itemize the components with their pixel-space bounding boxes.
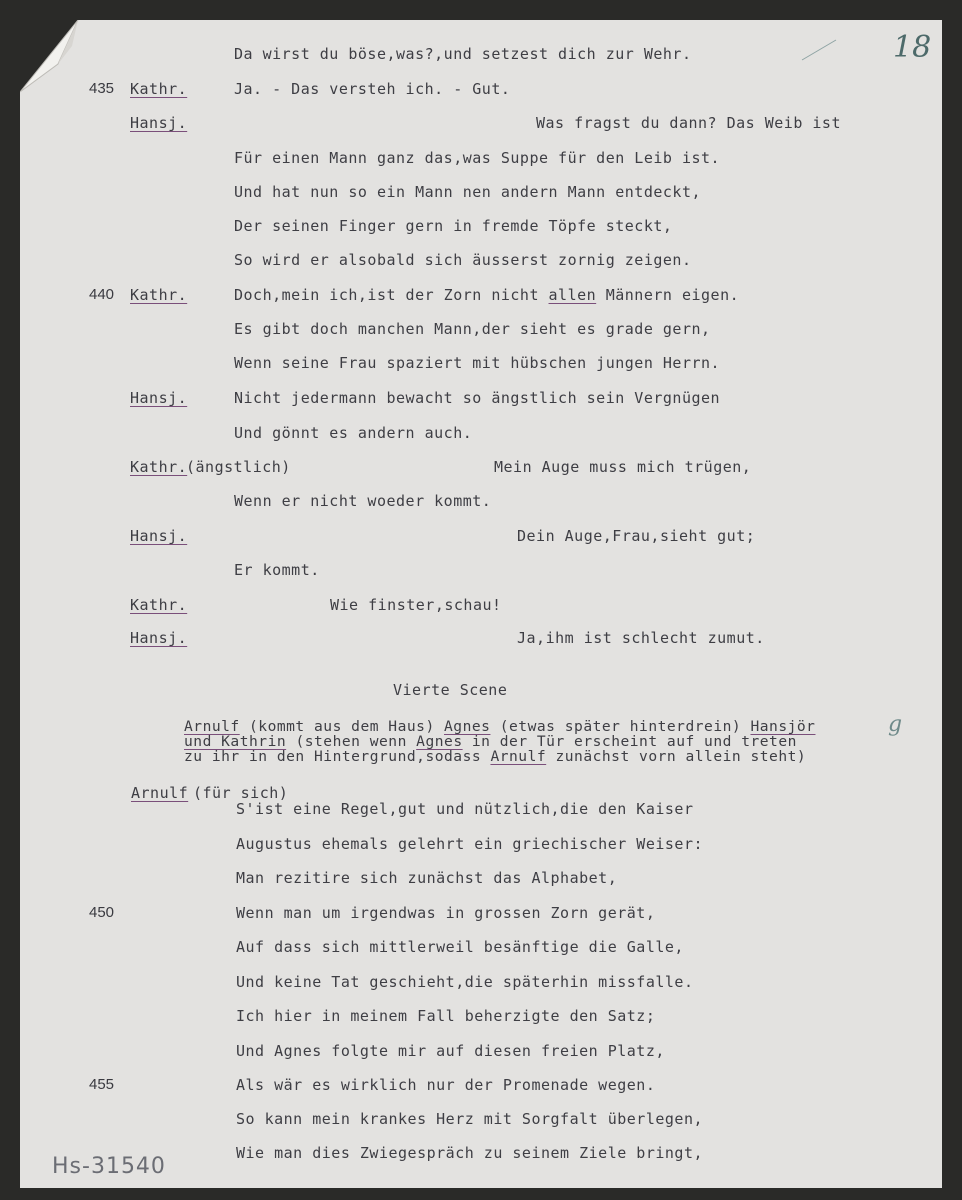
verse-line: S'ist eine Regel,gut und nützlich,die den Kaiser bbox=[236, 800, 694, 818]
character-name: Arnulf bbox=[490, 748, 547, 765]
verse-line: Und gönnt es andern auch. bbox=[234, 424, 473, 442]
verse-line: So wird er alsobald sich äusserst zornig zeigen. bbox=[234, 251, 692, 269]
verse-line: Man rezitire sich zunächst das Alphabet, bbox=[236, 869, 618, 887]
verse-line: Auf dass sich mittlerweil besänftige die Galle, bbox=[236, 938, 684, 956]
verse-line: Wenn man um irgendwas in grossen Zorn gerät, bbox=[236, 904, 656, 922]
verse-line: Nicht jedermann bewacht so ängstlich sein Vergnügen bbox=[234, 389, 721, 407]
verse-line: Als wär es wirklich nur der Promenade wegen. bbox=[236, 1076, 656, 1094]
verse-line: Wenn seine Frau spaziert mit hübschen jungen Herrn. bbox=[234, 354, 721, 372]
verse-line: Es gibt doch manchen Mann,der sieht es grade gern, bbox=[234, 320, 711, 338]
stage-note: (für sich) bbox=[193, 784, 289, 802]
pencil-stroke bbox=[800, 38, 840, 64]
speaker-label: Hansj. bbox=[130, 629, 188, 647]
verse-line: Mein Auge muss mich trügen, bbox=[494, 458, 752, 476]
stage-text: in der Tür erscheint auf und treten bbox=[462, 733, 797, 750]
verse-line: Er kommt. bbox=[234, 561, 320, 579]
speaker-label: Arnulf bbox=[131, 784, 189, 802]
speaker-label: Hansj. bbox=[130, 114, 188, 132]
character-name: Arnulf bbox=[184, 718, 240, 735]
speaker-label: Hansj. bbox=[130, 527, 188, 545]
stage-text: (etwas später hinterdrein) bbox=[490, 718, 751, 735]
verse-line: Und hat nun so ein Mann nen andern Mann entdeckt, bbox=[234, 183, 702, 201]
verse-line: Für einen Mann ganz das,was Suppe für den Leib ist. bbox=[234, 149, 721, 167]
character-name: Hansjör bbox=[750, 718, 816, 735]
speaker-label: Hansj. bbox=[130, 389, 188, 407]
stage-text: zu ihr in den Hintergrund,sodass bbox=[184, 748, 491, 765]
speaker-label: Kathr. bbox=[130, 596, 188, 614]
folio-number: 18 bbox=[893, 30, 932, 65]
verse-line: Und Agnes folgte mir auf diesen freien Platz, bbox=[236, 1042, 665, 1060]
underlined-word: allen bbox=[548, 286, 597, 304]
character-name: Agnes bbox=[416, 733, 463, 750]
verse-line: Ja,ihm ist schlecht zumut. bbox=[517, 629, 765, 647]
verse-line bbox=[234, 286, 739, 304]
verse-line: Dein Auge,Frau,sieht gut; bbox=[517, 527, 756, 545]
line-number: 455 bbox=[89, 1076, 115, 1093]
archive-signature: Hs-31540 bbox=[52, 1154, 166, 1179]
verse-line: Was fragst du dann? Das Weib ist bbox=[536, 114, 841, 132]
stage-direction-line bbox=[184, 748, 806, 766]
line-number: 450 bbox=[89, 904, 115, 921]
verse-line: Wenn er nicht woeder kommt. bbox=[234, 492, 492, 510]
stage-text: (kommt aus dem Haus) bbox=[239, 718, 445, 735]
line-number: 440 bbox=[89, 286, 115, 303]
stage-text: zunächst vorn allein steht) bbox=[546, 748, 807, 765]
character-name: und Kathrin bbox=[184, 733, 287, 750]
verse-segment: Männern eigen. bbox=[596, 286, 740, 304]
verse-line: Da wirst du böse,was?,und setzest dich zur Wehr. bbox=[234, 45, 692, 63]
verse-segment: Doch,mein ich,ist der Zorn nicht bbox=[234, 286, 549, 304]
folded-corner bbox=[20, 20, 82, 96]
verse-line: Ja. - Das versteh ich. - Gut. bbox=[234, 80, 511, 98]
verse-line: Wie finster,schau! bbox=[330, 596, 502, 614]
scene-title: Vierte Scene bbox=[393, 681, 508, 699]
character-name: Agnes bbox=[444, 718, 491, 735]
stage-text: (stehen wenn bbox=[286, 733, 417, 750]
speaker-label: Kathr. bbox=[130, 80, 188, 98]
verse-line: So kann mein krankes Herz mit Sorgfalt überlegen, bbox=[236, 1110, 704, 1128]
line-number: 435 bbox=[89, 80, 115, 97]
speaker-label: Kathr. bbox=[130, 458, 188, 476]
pencil-correction: g bbox=[888, 712, 903, 737]
verse-line: Wie man dies Zwiegespräch zu seinem Ziele bringt, bbox=[236, 1144, 704, 1162]
verse-line: Und keine Tat geschieht,die späterhin missfalle. bbox=[236, 973, 694, 991]
speaker-label: Kathr. bbox=[130, 286, 188, 304]
stage-note: (ängstlich) bbox=[186, 458, 291, 476]
verse-line: Der seinen Finger gern in fremde Töpfe steckt, bbox=[234, 217, 673, 235]
verse-line: Ich hier in meinem Fall beherzigte den Satz; bbox=[236, 1007, 656, 1025]
verse-line: Augustus ehemals gelehrt ein griechischer Weiser: bbox=[236, 835, 704, 853]
